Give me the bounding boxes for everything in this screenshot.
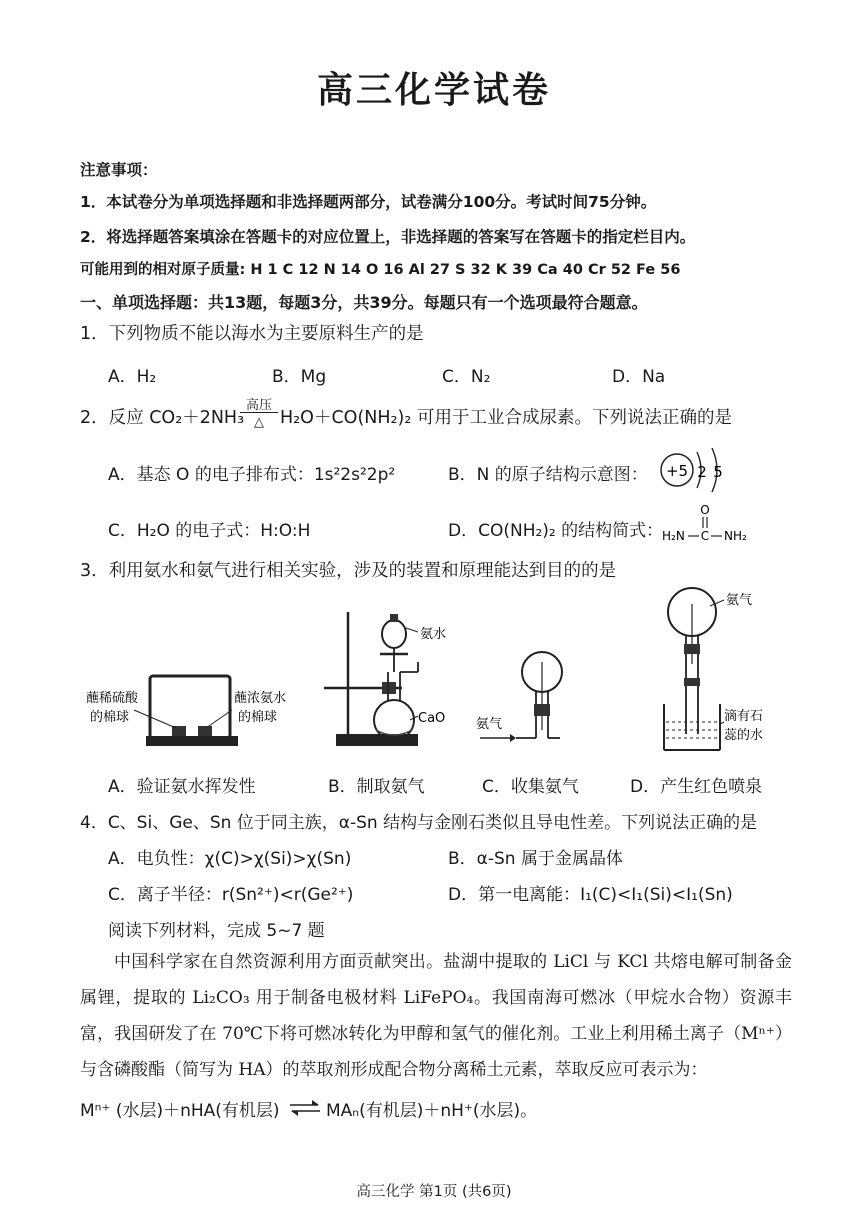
figure-a-left-label-1: 蘸稀硫酸 [86,691,139,706]
q4-option-a: A．电负性：χ(C)>χ(Si)>χ(Sn) [108,849,352,869]
urea-structure [654,500,754,548]
equation-right: MAₙ(有机层)＋nH⁺(水层)。 [326,1101,538,1121]
figure-d-label-water-1: 滴有石 [724,709,764,724]
q3-stem: 3．利用氨水和氨气进行相关实验，涉及的装置和原理能达到目的的是 [80,561,617,581]
figure-c-apparatus [476,648,586,748]
q1-option-b: B．Mg [272,367,327,387]
q1-option-c: C．N₂ [442,367,491,387]
equilibrium-arrow-icon [288,1098,322,1118]
shell-2-electrons: 5 [713,463,723,481]
nitrogen-atom-diagram [656,446,728,498]
figure-d-apparatus [640,584,780,754]
q2-condition-top: 高压 [245,398,272,413]
reading-intro: 阅读下列材料，完成 5~7 题 [108,921,325,941]
q3-option-b: B．制取氨气 [328,777,425,797]
q2-option-c: C．H₂O 的电子式：H:O:H [108,521,311,541]
figure-a-left-label-2: 的棉球 [90,710,130,725]
q3-option-d: D．产生红色喷泉 [630,777,763,797]
urea-left-group: H₂N [662,529,685,543]
notice-item-2: 2．将选择题答案填涂在答题卡的对应位置上，非选择题的答案写在答题卡的指定栏目内。 [80,228,696,246]
equation-left: Mⁿ⁺ (水层)＋nHA(有机层) [80,1101,280,1121]
q2-condition-bottom: △ [254,415,264,430]
page-footer: 高三化学 第1页 (共6页) [356,1184,512,1200]
figure-a-right-label-2: 的棉球 [238,710,278,725]
notice-item-1: 1．本试卷分为单项选择题和非选择题两部分，试卷满分100分。考试时间75分钟。 [80,193,657,211]
q4-option-b: B．α-Sn 属于金属晶体 [448,849,623,869]
atomic-masses: 可能用到的相对原子质量: H 1 C 12 N 14 O 16 Al 27 S 32 K 39 Ca 40 Cr 52 Fe 56 [80,262,681,278]
q4-option-d: D．第一电离能：I₁(C)<I₁(Si)<I₁(Sn) [448,885,733,905]
figure-a-apparatus [86,666,287,752]
q3-option-c: C．收集氨气 [482,777,579,797]
urea-c-atom: C [700,529,710,543]
q2-option-d: D．CO(NH₂)₂ 的结构简式： [448,521,664,541]
urea-right-group: NH₂ [724,529,747,543]
q4-option-c: C．离子半径：r(Sn²⁺)<r(Ge²⁺) [108,885,354,905]
q1-stem: 1．下列物质不能以海水为主要原料生产的是 [80,324,424,344]
q1-option-a: A．H₂ [108,367,157,387]
q2-stem-a: 2．反应 CO₂＋2NH₃ [80,408,245,428]
q4-stem: 4．C、Si、Ge、Sn 位于同主族，α-Sn 结构与金刚石类似且导电性差。下列说法正确的是 [80,813,758,833]
figure-b-apparatus [318,608,468,750]
q3-option-a: A．验证氨水挥发性 [108,777,256,797]
figure-d-label-ammonia: 氨气 [726,593,753,608]
shell-1-electrons: 2 [697,463,707,481]
figure-b-label-cao: CaO [418,711,446,726]
q2-arrow-line [240,412,278,413]
q2-option-b: B．N 的原子结构示意图： [448,465,648,485]
notice-heading: 注意事项： [80,161,158,179]
q2-stem-b: H₂O＋CO(NH₂)₂ 可用于工业合成尿素。下列说法正确的是 [280,408,732,428]
figure-a-right-label-1: 蘸浓氨水 [234,691,287,706]
urea-o-atom: O [700,503,710,517]
nucleus-charge: +5 [665,462,689,480]
page-title: 高三化学试卷 [316,70,551,111]
reading-paragraph: 中国科学家在自然资源利用方面贡献突出。盐湖中提取的 LiCl 与 KCl 共熔电解可制备金属锂，提取的 Li₂CO₃ 用于制备电极材料 LiFePO₄。我国南海可燃冰（甲烷水合物）资源丰富，我国研发了在 70℃下将可燃冰转化为甲醇和氢气的催化剂。工业上利用稀土离子（Mⁿ⁺）与含磷酸酯（简写为 HA）的萃取剂形成配合物分离稀土元素，萃取反应可表示为： [80,952,792,1080]
section-heading: 一、单项选择题：共13题，每题3分，共39分。每题只有一个选项最符合题意。 [80,293,648,312]
figure-b-label-ammonia-water: 氨水 [420,627,447,642]
q2-option-a: A．基态 O 的电子排布式：1s²2s²2p² [108,465,396,485]
q1-option-d: D．Na [612,367,666,387]
figure-c-label-ammonia: 氨气 [476,717,503,732]
figure-d-label-water-2: 蕊的水 [724,728,764,743]
